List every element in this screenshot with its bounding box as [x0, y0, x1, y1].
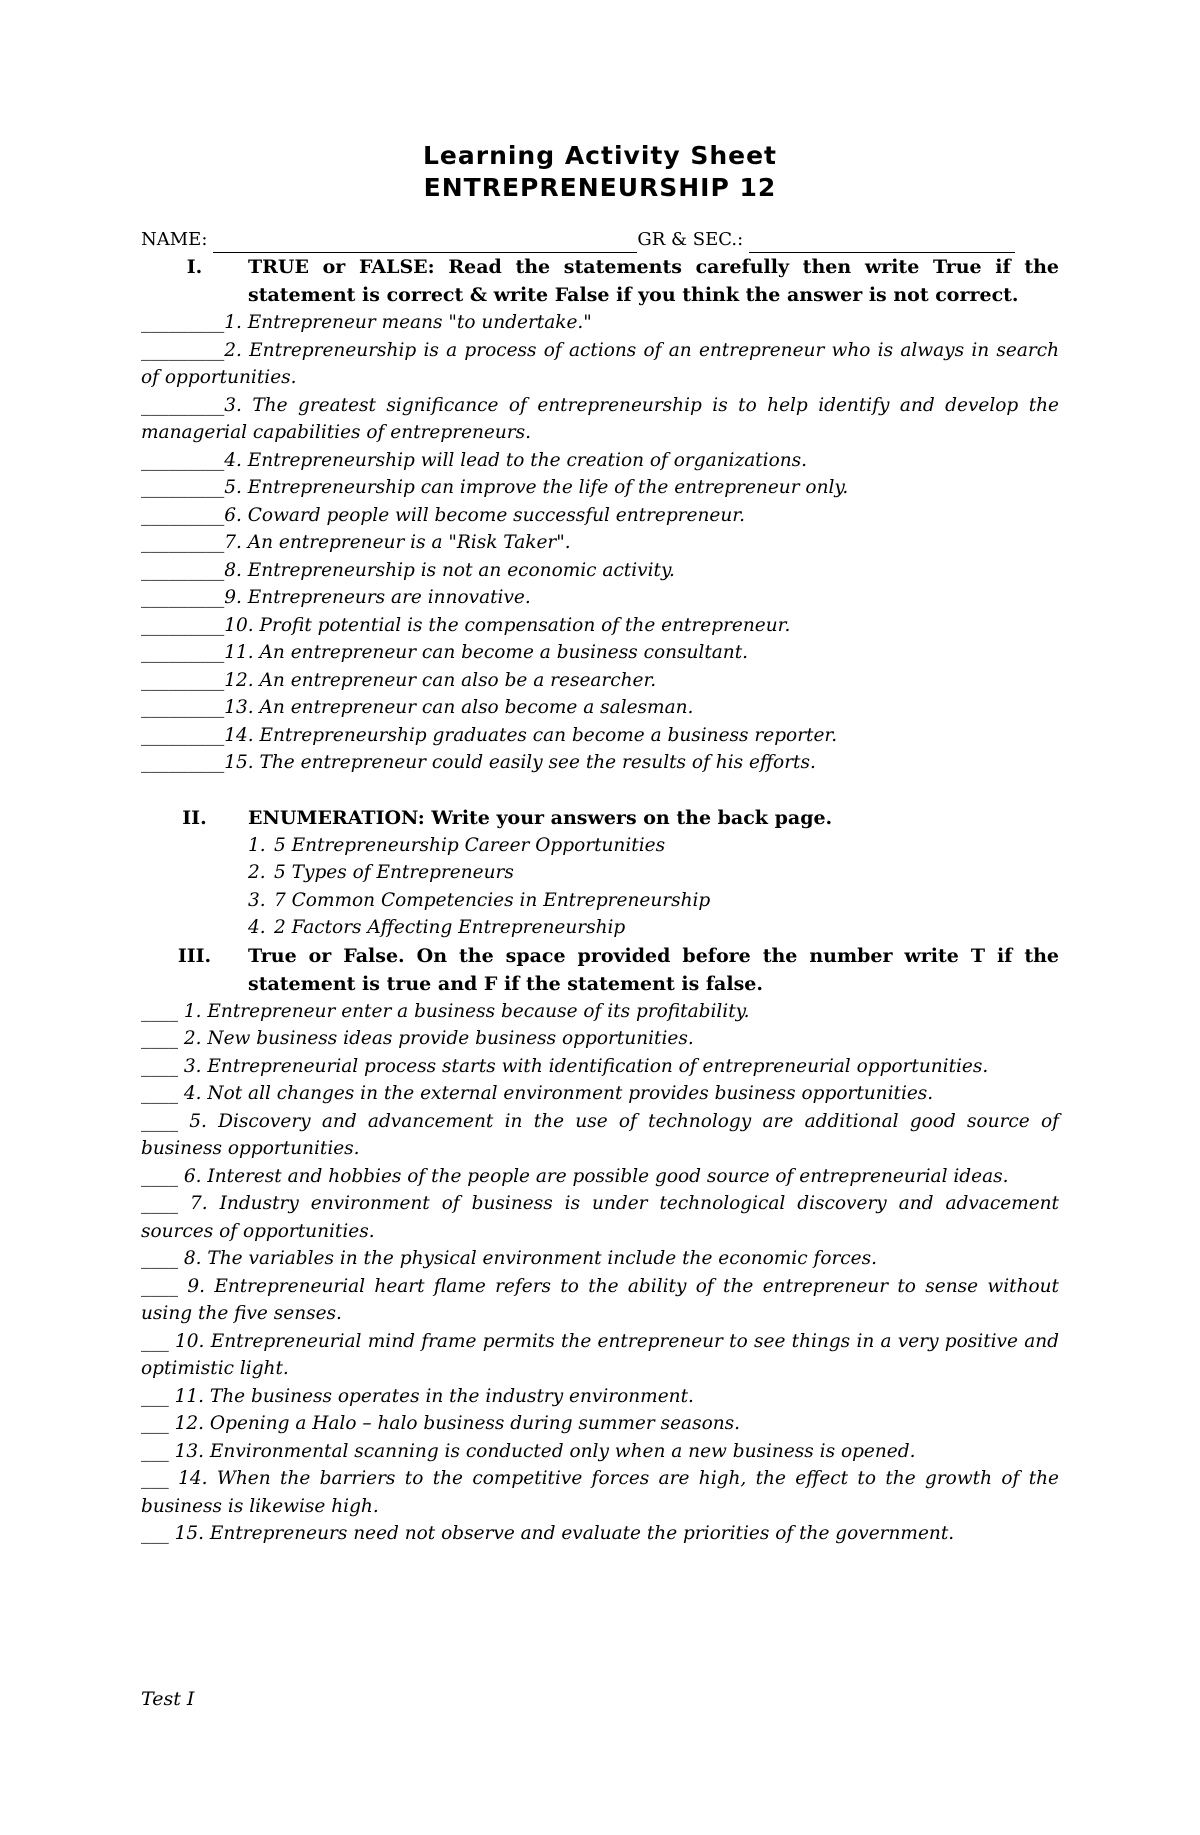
enumeration-list	[141, 832, 1059, 942]
list-item: _________6. Coward people will become successful entrepreneur.	[141, 504, 745, 526]
list-item: _________10. Profit potential is the compensation of the entrepreneur.	[141, 614, 791, 636]
section-1-items	[141, 309, 1059, 777]
list-item: ____ 5. Discovery and advancement in the use of technology are additional good source of business opportunities.	[141, 1110, 1059, 1159]
list-item: ___ 13. Environmental scanning is conducted only when a new business is opened.	[141, 1440, 916, 1462]
list-item: ____ 8. The variables in the physical environment include the economic forces.	[141, 1248, 877, 1269]
section-label: GR & SEC.:	[637, 229, 744, 250]
list-item: _________4. Entrepreneurship will lead to the creation of organizations.	[141, 449, 808, 471]
list-item: ____ 3. Entrepreneurial process starts with identification of entrepreneurial opportunities.	[141, 1055, 989, 1077]
list-item: ___ 15. Entrepreneurs need not observe and evaluate the priorities of the government.	[141, 1523, 955, 1544]
section-1-instruction: TRUE or FALSE: Read the statements carefully then write True if the statement is correct & write False if you think the answer is not correct.	[248, 256, 1059, 306]
sheet-title: Learning Activity Sheet	[422, 141, 778, 170]
item-text: 7 Common Competencies in Entrepreneurship	[274, 889, 711, 911]
list-item: ____ 2. New business ideas provide business opportunities.	[141, 1028, 694, 1049]
subject-title: ENTREPRENEURSHIP 12	[423, 173, 777, 202]
list-item: _________12. An entrepreneur can also be a researcher.	[141, 669, 657, 691]
list-item: ___ 11. The business operates in the industry environment.	[141, 1385, 694, 1407]
section-3-instruction: True or False. On the space provided before the number write T if the statement is true and F if the statement is false.	[248, 944, 1059, 995]
section-2-heading	[141, 804, 1059, 832]
list-item: _________15. The entrepreneur could easily see the results of his efforts.	[141, 752, 816, 773]
list-item: _________13. An entrepreneur can also become a salesman.	[141, 697, 694, 718]
list-item: _________1. Entrepreneur means "to undertake."	[141, 312, 592, 333]
item-number: 2.	[248, 862, 266, 883]
item-text: 5 Types of Entrepreneurs	[274, 862, 514, 883]
section-2-instruction: ENUMERATION: Write your answers on the back page.	[248, 806, 833, 829]
list-item: ____ 7. Industry environment of business is under technological discovery and advacement sources of opportunities.	[141, 1193, 1059, 1242]
list-item: _________11. An entrepreneur can become a business consultant.	[141, 642, 749, 663]
list-item: _________7. An entrepreneur is a "Risk Taker".	[141, 532, 571, 553]
item-text: 2 Factors Affecting Entrepreneurship	[274, 917, 626, 938]
list-item: _________3. The greatest significance of entrepreneurship is to help identify and develop the managerial capabilities of entrepreneurs.	[141, 394, 1059, 443]
section-gap	[141, 777, 1059, 804]
list-item: ____ 1. Entrepreneur enter a business because of its profitability.	[141, 1000, 750, 1022]
name-label: NAME:	[141, 229, 208, 250]
list-item: ____ 6. Interest and hobbies of the people are possible good source of entrepreneurial ideas.	[141, 1165, 1009, 1187]
item-number: 1.	[248, 834, 266, 856]
list-item: ____ 9. Entrepreneurial heart flame refers to the ability of the entrepreneur to sense without using the five senses.	[141, 1275, 1059, 1324]
section-3-number: III.	[177, 944, 212, 967]
list-item: ___ 12. Opening a Halo – halo business during summer seasons.	[141, 1413, 740, 1434]
item-number: 3.	[248, 889, 266, 911]
section-3-heading	[141, 942, 1059, 998]
list-item	[248, 914, 1059, 942]
list-item: _________14. Entrepreneurship graduates can become a business reporter.	[141, 724, 838, 746]
section-1-heading	[141, 253, 1059, 309]
list-item: _________9. Entrepreneurs are innovative.	[141, 587, 531, 608]
name-blank-line[interactable]	[213, 234, 637, 253]
list-item: _________5. Entrepreneurship can improve the life of the entrepreneur only.	[141, 477, 849, 498]
list-item: _________2. Entrepreneurship is a process of actions of an entrepreneur who is always in search of opportunities.	[141, 339, 1059, 388]
list-item	[248, 832, 1059, 860]
item-number: 4.	[248, 917, 266, 938]
footer-label: Test I	[141, 1688, 195, 1710]
list-item: ___ 14. When the barriers to the competitive forces are high, the effect to the growth of the business is likewise high.	[141, 1468, 1059, 1517]
list-item: ___ 10. Entrepreneurial mind frame permits the entrepreneur to see things in a very positive and optimistic light.	[141, 1330, 1059, 1379]
list-item: _________8. Entrepreneurship is not an economic activity.	[141, 559, 675, 581]
list-item	[248, 859, 1059, 887]
worksheet-content	[141, 140, 1059, 1548]
name-row	[141, 226, 1059, 253]
section-2-number: II.	[182, 806, 207, 829]
section-3-items	[141, 998, 1059, 1548]
section-blank-line[interactable]	[749, 234, 1015, 253]
list-item: ____ 4. Not all changes in the external environment provides business opportunities.	[141, 1083, 934, 1104]
section-1-number: I.	[186, 256, 203, 278]
item-text: 5 Entrepreneurship Career Opportunities	[274, 834, 666, 856]
list-item	[248, 887, 1059, 915]
